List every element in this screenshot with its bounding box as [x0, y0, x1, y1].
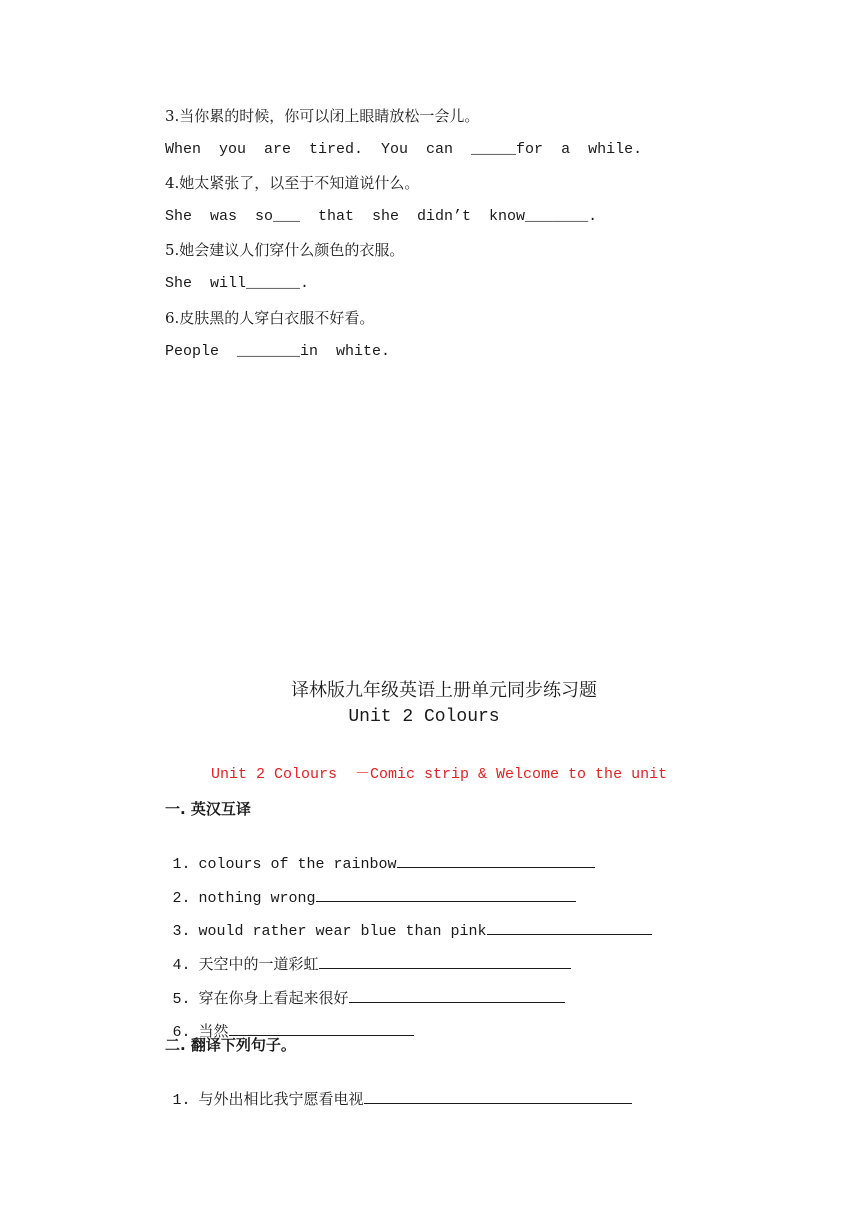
question-6-english: People _______in white. — [165, 343, 391, 360]
answer-blank[interactable] — [364, 1089, 632, 1104]
answer-blank[interactable] — [397, 853, 595, 868]
item-text: 天空中的一道彩虹 — [198, 955, 319, 973]
item-number: 2. — [172, 890, 191, 907]
question-5-chinese: 5.她会建议人们穿什么颜色的衣服。 — [165, 241, 405, 259]
question-3-chinese: 3.当你累的时候，你可以闭上眼睛放松一会儿。 — [165, 107, 480, 125]
item-text: colours of the rainbow — [198, 856, 397, 873]
item-text: nothing wrong — [198, 890, 316, 907]
lesson-subtitle: Unit 2 Colours －Comic strip & Welcome to the unit — [211, 766, 668, 783]
answer-blank[interactable] — [487, 920, 652, 935]
document-title-chinese: 译林版九年级英语上册单元同步练习题 — [291, 680, 597, 701]
question-4-chinese: 4.她太紧张了，以至于不知道说什么。 — [165, 174, 420, 192]
document-title-english: Unit 2 Colours — [348, 707, 500, 727]
item-number: 1. — [172, 1092, 191, 1109]
question-6-chinese: 6.皮肤黑的人穿白衣服不好看。 — [165, 309, 375, 327]
item-number: 4. — [172, 957, 191, 974]
item-text: 当然 — [198, 1022, 229, 1040]
item-number: 1. — [172, 856, 191, 873]
answer-blank[interactable] — [229, 1021, 414, 1036]
section-1-heading: 一. 英汉互译 — [165, 800, 251, 818]
question-4-english: She was so___ that she didn’t know_______. — [165, 208, 598, 225]
question-3-english: When you are tired. You can _____for a while. — [165, 141, 643, 158]
section-2-item — [165, 1069, 632, 1111]
item-text: 与外出相比我宁愿看电视 — [198, 1090, 364, 1108]
item-number: 5. — [172, 991, 191, 1008]
question-5-english: She will______. — [165, 275, 310, 292]
item-number: 3. — [172, 923, 191, 940]
item-text: 穿在你身上看起来很好 — [198, 989, 349, 1007]
item-text: would rather wear blue than pink — [198, 923, 487, 940]
answer-blank[interactable] — [319, 954, 571, 969]
section-2-heading: 二. 翻译下列句子。 — [165, 1036, 296, 1054]
item-number: 6. — [172, 1024, 191, 1041]
